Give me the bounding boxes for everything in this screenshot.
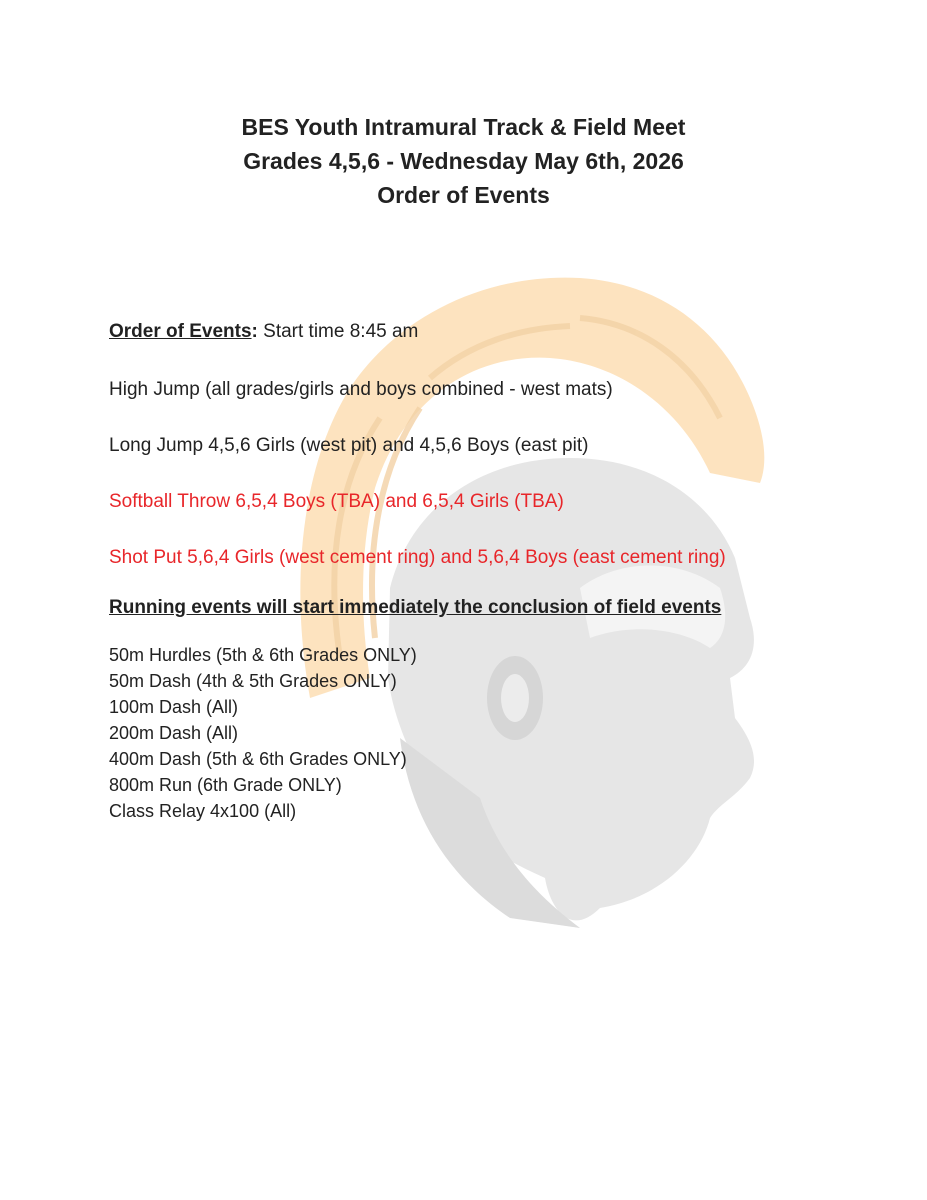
order-of-events-colon: :: [251, 321, 258, 342]
page-heading: Order of Events: [377, 182, 550, 208]
field-event-softball-throw: Softball Throw 6,5,4 Boys (TBA) and 6,5,4 Girls (TBA): [109, 491, 564, 512]
field-event-shot-put: Shot Put 5,6,4 Girls (west cement ring) and 5,6,4 Boys (east cement ring): [109, 547, 726, 568]
running-events-heading: Running events will start immediately the conclusion of field events: [109, 597, 722, 618]
list-item: 400m Dash (5th & 6th Grades ONLY): [109, 749, 407, 769]
page-subtitle: Grades 4,5,6 - Wednesday May 6th, 2026: [243, 148, 684, 174]
field-event-high-jump: High Jump (all grades/girls and boys combined - west mats): [109, 379, 613, 400]
running-events-list: [109, 642, 417, 824]
list-item: Class Relay 4x100 (All): [109, 801, 297, 821]
page-title: BES Youth Intramural Track & Field Meet: [241, 114, 686, 140]
order-of-events-label: Order of Events: [109, 321, 252, 342]
list-item: 50m Dash (4th & 5th Grades ONLY): [109, 671, 397, 691]
start-time: Start time 8:45 am: [257, 321, 419, 342]
list-item: 50m Hurdles (5th & 6th Grades ONLY): [109, 645, 417, 665]
field-event-long-jump: Long Jump 4,5,6 Girls (west pit) and 4,5,6 Boys (east pit): [109, 435, 589, 456]
list-item: 200m Dash (All): [109, 723, 239, 743]
order-of-events-line: [109, 320, 418, 344]
document-header: [0, 110, 927, 212]
list-item: 800m Run (6th Grade ONLY): [109, 775, 342, 795]
list-item: 100m Dash (All): [109, 697, 239, 717]
